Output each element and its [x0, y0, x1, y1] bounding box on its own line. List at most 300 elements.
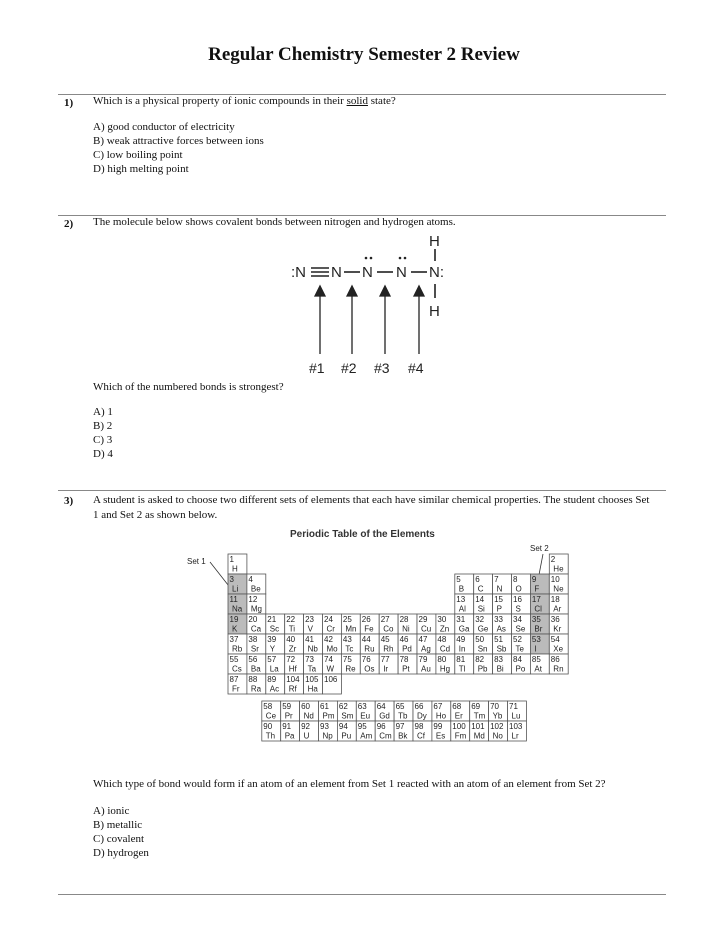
element-cell — [300, 701, 319, 721]
element-symbol: In — [458, 644, 466, 654]
element-symbol: Cm — [379, 731, 392, 741]
element-symbol: Xe — [553, 644, 564, 654]
element-cell — [304, 654, 323, 674]
atomic-number: 20 — [248, 615, 258, 624]
element-cell — [262, 701, 281, 721]
element-symbol: Bk — [398, 731, 408, 741]
element-symbol: Ho — [435, 711, 447, 721]
element-symbol: Bi — [496, 664, 504, 674]
element-symbol: Ha — [307, 684, 318, 694]
element-cell — [285, 634, 304, 654]
question-divider — [58, 490, 666, 491]
element-cell — [360, 634, 379, 654]
element-cell — [319, 721, 338, 741]
element-symbol: Be — [250, 584, 261, 594]
element-symbol: Po — [515, 664, 526, 674]
atomic-number: 24 — [324, 615, 333, 624]
element-cell — [379, 634, 398, 654]
atomic-number: 29 — [418, 615, 428, 624]
atomic-number: 104 — [286, 675, 300, 684]
atomic-number: 86 — [550, 655, 560, 664]
element-cell — [228, 674, 247, 694]
option-c: C) low boiling point — [93, 149, 183, 161]
atomic-number: 87 — [229, 675, 239, 684]
element-cell — [417, 654, 436, 674]
element-cell — [432, 721, 451, 741]
atomic-number: 27 — [380, 615, 390, 624]
atomic-number: 62 — [338, 702, 348, 711]
element-cell — [474, 654, 493, 674]
element-symbol: Br — [534, 624, 543, 634]
element-cell — [341, 614, 360, 634]
atomic-number: 34 — [513, 615, 522, 624]
element-cell — [474, 614, 493, 634]
element-cell — [455, 574, 474, 594]
atomic-number: 66 — [414, 702, 424, 711]
element-symbol: Ca — [250, 624, 262, 634]
element-cell — [323, 614, 342, 634]
element-symbol: Es — [435, 731, 446, 741]
bond-label: #3 — [374, 360, 390, 376]
element-symbol: Cd — [439, 644, 451, 654]
atomic-number: 78 — [399, 655, 409, 664]
element-cell — [512, 614, 531, 634]
atom-label: N — [396, 264, 407, 281]
element-symbol: Pu — [341, 731, 352, 741]
page-title: Regular Chemistry Semester 2 Review — [208, 44, 520, 65]
element-cell — [228, 634, 247, 654]
atomic-number: 51 — [494, 635, 504, 644]
element-cell — [304, 614, 323, 634]
element-cell — [432, 701, 451, 721]
bond-label: #2 — [341, 360, 357, 376]
atomic-number: 40 — [286, 635, 296, 644]
atomic-number: 54 — [550, 635, 560, 644]
element-symbol: Fr — [232, 684, 240, 694]
atomic-number: 4 — [248, 575, 253, 584]
element-symbol: Dy — [417, 711, 427, 721]
element-symbol: Cl — [534, 604, 542, 614]
element-cell — [341, 634, 360, 654]
element-symbol: Ge — [477, 624, 489, 634]
element-cell — [319, 701, 338, 721]
element-symbol: Er — [454, 711, 463, 721]
element-cell — [530, 574, 549, 594]
element-cell — [247, 654, 266, 674]
element-cell — [549, 634, 568, 654]
atomic-number: 89 — [267, 675, 277, 684]
element-symbol: Tl — [458, 664, 466, 674]
element-symbol: Tc — [345, 644, 354, 654]
element-cell — [228, 614, 247, 634]
atomic-number: 74 — [324, 655, 333, 664]
atomic-number: 93 — [320, 722, 329, 731]
element-symbol: W — [326, 664, 335, 674]
atomic-number: 95 — [357, 722, 367, 731]
element-cell — [474, 574, 493, 594]
atomic-number: 71 — [509, 702, 518, 711]
atomic-number: 57 — [267, 655, 277, 664]
element-symbol: Mo — [326, 644, 338, 654]
question-text: The molecule below shows covalent bonds between nitrogen and hydrogen atoms. — [93, 216, 456, 228]
element-cell — [508, 701, 527, 721]
element-cell — [379, 614, 398, 634]
element-cell — [493, 574, 512, 594]
option-d: D) hydrogen — [93, 847, 149, 859]
element-symbol: Si — [477, 604, 485, 614]
element-symbol: Sn — [477, 644, 488, 654]
element-cell — [549, 654, 568, 674]
question-text: A student is asked to choose two different sets of elements that each have similar chemical properties. The student chooses Set 1 and Set 2 as shown below. — [93, 494, 650, 521]
element-symbol: Al — [458, 604, 466, 614]
element-symbol: I — [534, 644, 537, 654]
element-cell — [300, 721, 319, 741]
element-cell — [323, 634, 342, 654]
question-number: 3) — [64, 495, 74, 507]
atomic-number: 31 — [456, 615, 466, 624]
element-symbol: As — [496, 624, 506, 634]
element-cell — [337, 721, 356, 741]
element-cell — [356, 701, 375, 721]
element-symbol: Eu — [360, 711, 371, 721]
atomic-number: 65 — [395, 702, 405, 711]
element-cell — [228, 654, 247, 674]
atomic-number: 16 — [513, 595, 522, 604]
element-symbol: P — [496, 604, 502, 614]
atomic-number: 45 — [380, 635, 390, 644]
element-symbol: Ag — [421, 644, 431, 654]
atomic-number: 49 — [456, 635, 466, 644]
atomic-number: 52 — [513, 635, 522, 644]
atomic-number: 60 — [301, 702, 311, 711]
atomic-number: 64 — [376, 702, 386, 711]
element-symbol: Md — [473, 731, 485, 741]
atom-label: H — [429, 233, 440, 250]
atomic-number: 19 — [229, 615, 239, 624]
element-cell — [285, 674, 304, 694]
underlined-word: solid — [346, 95, 368, 107]
atomic-number: 101 — [471, 722, 485, 731]
atomic-number: 72 — [286, 655, 296, 664]
element-symbol: He — [553, 564, 564, 574]
atomic-number: 63 — [357, 702, 367, 711]
question-text — [93, 94, 396, 109]
atom-label: H — [429, 303, 440, 320]
element-cell — [474, 594, 493, 614]
element-cell — [549, 554, 568, 574]
element-symbol: Sc — [269, 624, 280, 634]
element-cell — [375, 701, 394, 721]
element-symbol: Rb — [232, 644, 243, 654]
element-symbol: Mg — [250, 604, 263, 614]
element-symbol: Pb — [477, 664, 488, 674]
element-symbol: No — [492, 731, 503, 741]
element-symbol: Hf — [288, 664, 297, 674]
question-text-part: Which is a physical property of ionic compounds in their — [93, 95, 347, 107]
atomic-number: 32 — [475, 615, 485, 624]
element-symbol: S — [515, 604, 521, 614]
atomic-number: 76 — [361, 655, 371, 664]
atomic-number: 41 — [305, 635, 315, 644]
atom-label: N — [362, 264, 373, 281]
atomic-number: 88 — [248, 675, 258, 684]
element-symbol: Gd — [379, 711, 390, 721]
element-symbol: Cs — [232, 664, 242, 674]
bottom-divider — [58, 894, 666, 895]
element-cell — [493, 654, 512, 674]
atomic-number: 33 — [494, 615, 504, 624]
atomic-number: 83 — [494, 655, 504, 664]
atomic-number: 70 — [490, 702, 500, 711]
atomic-number: 15 — [494, 595, 504, 604]
element-symbol: B — [458, 584, 465, 594]
atomic-number: 3 — [229, 575, 234, 584]
element-symbol: Lu — [511, 711, 521, 721]
atomic-number: 100 — [452, 722, 466, 731]
element-symbol: Lr — [511, 731, 519, 741]
element-symbol: Pr — [284, 711, 293, 721]
element-symbol: Ac — [269, 684, 280, 694]
answer-options — [93, 405, 113, 461]
element-symbol: Na — [232, 604, 243, 614]
element-symbol: Te — [515, 644, 524, 654]
element-cell — [281, 701, 300, 721]
element-cell — [413, 701, 432, 721]
element-cell — [549, 594, 568, 614]
option-d: D) 4 — [93, 448, 113, 460]
element-symbol: Pd — [402, 644, 412, 654]
element-cell — [356, 721, 375, 741]
bond-label: #4 — [408, 360, 424, 376]
atomic-number: 67 — [433, 702, 443, 711]
atomic-number: 92 — [301, 722, 311, 731]
atomic-number: 42 — [324, 635, 333, 644]
atomic-number: 80 — [437, 655, 447, 664]
element-cell — [228, 594, 247, 614]
atomic-number: 36 — [550, 615, 560, 624]
atomic-number: 97 — [395, 722, 405, 731]
option-d: D) high melting point — [93, 163, 189, 175]
atomic-number: 69 — [471, 702, 481, 711]
atomic-number: 23 — [305, 615, 315, 624]
element-symbol: Ga — [458, 624, 470, 634]
element-symbol: Zn — [439, 624, 450, 634]
atom-label: N: — [429, 264, 444, 281]
atomic-number: 105 — [305, 675, 319, 684]
atomic-number: 37 — [229, 635, 239, 644]
element-cell — [398, 634, 417, 654]
element-symbol: Fm — [454, 731, 467, 741]
element-symbol: La — [269, 664, 279, 674]
atomic-number: 58 — [263, 702, 273, 711]
question-number: 2) — [64, 218, 74, 230]
element-cell — [394, 701, 413, 721]
element-cell — [493, 614, 512, 634]
element-cell — [247, 634, 266, 654]
element-cell — [489, 721, 508, 741]
element-symbol: Cf — [417, 731, 425, 741]
element-cell — [455, 654, 474, 674]
element-symbol: C — [477, 584, 484, 594]
atomic-number: 12 — [248, 595, 258, 604]
element-symbol: Kr — [553, 624, 562, 634]
atomic-number: 25 — [342, 615, 352, 624]
periodic-table-cells — [228, 554, 568, 741]
atomic-number: 99 — [433, 722, 443, 731]
question-number: 1) — [64, 97, 74, 109]
element-symbol: N — [496, 584, 503, 594]
element-cell — [530, 614, 549, 634]
nitrogen-molecule-figure — [280, 228, 460, 378]
element-cell — [436, 654, 455, 674]
atomic-number: 8 — [513, 575, 518, 584]
element-cell — [266, 674, 285, 694]
option-a: A) 1 — [93, 406, 113, 418]
element-symbol: Pm — [322, 711, 335, 721]
element-cell — [341, 654, 360, 674]
element-cell — [470, 721, 489, 741]
element-cell — [323, 674, 342, 694]
element-cell — [508, 721, 527, 741]
atomic-number: 55 — [229, 655, 239, 664]
element-cell — [451, 721, 470, 741]
element-symbol: Ru — [364, 644, 375, 654]
bond-arrows — [315, 286, 424, 354]
answer-options — [93, 804, 149, 860]
element-symbol: Tm — [473, 711, 486, 721]
atomic-number: 68 — [452, 702, 462, 711]
atomic-number: 13 — [456, 595, 466, 604]
atomic-number: 90 — [263, 722, 273, 731]
element-symbol: Au — [421, 664, 431, 674]
element-symbol: Sb — [496, 644, 507, 654]
atomic-number: 44 — [361, 635, 371, 644]
atomic-number: 85 — [531, 655, 541, 664]
element-symbol: Ar — [553, 604, 562, 614]
atomic-number: 2 — [550, 555, 556, 564]
element-cell — [228, 574, 247, 594]
element-cell — [530, 594, 549, 614]
atomic-number: 39 — [267, 635, 277, 644]
atomic-number: 1 — [229, 555, 234, 564]
element-cell — [512, 654, 531, 674]
followup-question: Which of the numbered bonds is strongest? — [93, 381, 284, 393]
element-cell — [375, 721, 394, 741]
set1-label: Set 1 — [187, 557, 206, 566]
atomic-number: 28 — [399, 615, 409, 624]
element-symbol: U — [303, 731, 310, 741]
element-symbol: K — [232, 624, 238, 634]
element-cell — [262, 721, 281, 741]
set2-label: Set 2 — [530, 544, 549, 553]
element-cell — [451, 701, 470, 721]
atomic-number: 84 — [513, 655, 522, 664]
atomic-number: 75 — [342, 655, 352, 664]
element-symbol: Ra — [250, 684, 262, 694]
atomic-number: 18 — [550, 595, 560, 604]
element-symbol: At — [534, 664, 542, 674]
element-cell — [247, 574, 266, 594]
atomic-number: 30 — [437, 615, 447, 624]
atomic-number: 91 — [282, 722, 292, 731]
element-symbol: Ir — [383, 664, 389, 674]
answer-options — [93, 120, 264, 176]
element-cell — [360, 654, 379, 674]
element-symbol: Fe — [364, 624, 374, 634]
atomic-number: 22 — [286, 615, 296, 624]
element-cell — [530, 654, 549, 674]
element-symbol: Ti — [288, 624, 296, 634]
element-symbol: O — [515, 584, 522, 594]
element-cell — [228, 554, 247, 574]
atomic-number: 82 — [475, 655, 485, 664]
element-cell — [436, 614, 455, 634]
element-symbol: Rn — [553, 664, 564, 674]
atomic-number: 77 — [380, 655, 390, 664]
element-symbol: Am — [360, 731, 373, 741]
option-c: C) 3 — [93, 434, 113, 446]
element-cell — [285, 654, 304, 674]
element-symbol: Yb — [492, 711, 503, 721]
element-symbol: Zr — [288, 644, 297, 654]
element-cell — [337, 701, 356, 721]
element-cell — [455, 614, 474, 634]
element-symbol: Y — [269, 644, 276, 654]
element-symbol: Th — [265, 731, 276, 741]
element-symbol: Se — [515, 624, 526, 634]
element-symbol: Sm — [341, 711, 354, 721]
atomic-number: 79 — [418, 655, 428, 664]
element-cell — [285, 614, 304, 634]
atomic-number: 10 — [550, 575, 560, 584]
atomic-number: 21 — [267, 615, 277, 624]
element-symbol: Hg — [439, 664, 451, 674]
element-cell — [549, 574, 568, 594]
element-cell — [455, 634, 474, 654]
element-symbol: Rh — [383, 644, 394, 654]
element-cell — [398, 654, 417, 674]
element-cell — [304, 634, 323, 654]
lone-pair-dots — [365, 257, 407, 260]
element-symbol: Pa — [284, 731, 295, 741]
atomic-number: 5 — [456, 575, 461, 584]
atomic-number: 53 — [531, 635, 541, 644]
element-symbol: Os — [364, 664, 375, 674]
atomic-number: 47 — [418, 635, 428, 644]
atomic-number: 48 — [437, 635, 447, 644]
atom-label: :N — [291, 264, 306, 281]
element-symbol: Np — [322, 731, 333, 741]
element-symbol: Nd — [303, 711, 314, 721]
atomic-number: 26 — [361, 615, 371, 624]
atomic-number: 61 — [320, 702, 329, 711]
element-cell — [281, 721, 300, 741]
question-text-part: state? — [367, 95, 396, 107]
element-symbol: F — [534, 584, 540, 594]
atomic-number: 14 — [475, 595, 485, 604]
atomic-number: 98 — [414, 722, 424, 731]
element-cell — [413, 721, 432, 741]
element-cell — [470, 701, 489, 721]
atomic-number: 59 — [282, 702, 292, 711]
atomic-number: 7 — [494, 575, 499, 584]
atomic-number: 96 — [376, 722, 386, 731]
element-cell — [360, 614, 379, 634]
element-cell — [266, 654, 285, 674]
element-cell — [417, 614, 436, 634]
option-a: A) good conductor of electricity — [93, 121, 235, 133]
element-cell — [417, 634, 436, 654]
